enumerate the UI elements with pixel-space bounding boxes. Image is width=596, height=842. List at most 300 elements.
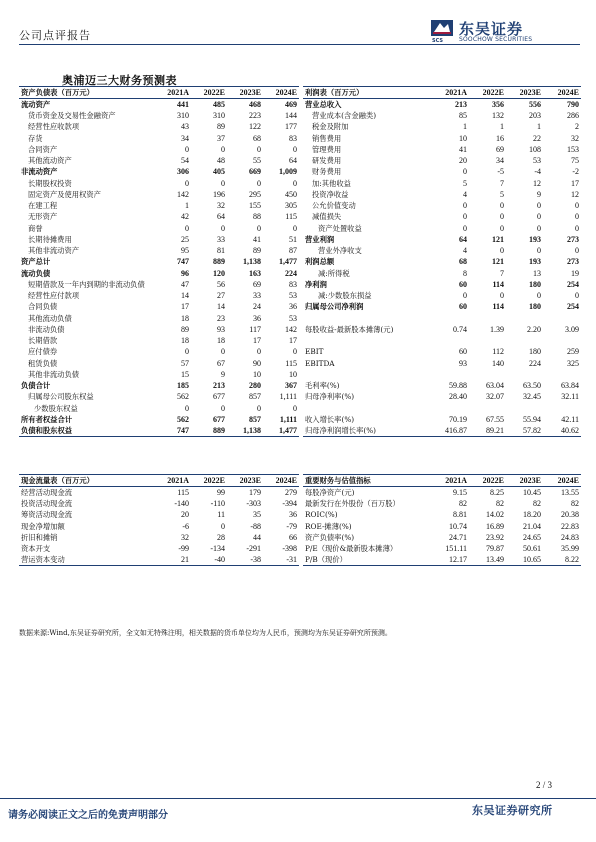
value-cell: 64 [217,212,225,222]
value-cell: 53 [533,156,541,166]
value-cell: 0 [537,291,541,301]
value-cell: 4 [463,246,467,256]
value-cell: 55 [253,156,261,166]
value-cell: 0 [463,201,467,211]
logo-cn-text: 东吴证券 [459,20,524,38]
row-label: 每股净资产(元) [305,488,355,497]
footer-divider [0,798,596,799]
value-cell: 112 [492,347,504,357]
value-cell: 0 [221,403,225,413]
value-cell: 8.25 [490,488,504,497]
row-label: EBIT [305,347,324,357]
value-cell: -2 [572,167,579,177]
value-cell: 89 [181,324,189,334]
value-cell: 21 [153,554,191,566]
table-row [303,425,581,437]
value-cell: 67.55 [486,414,504,424]
value-cell: 24.83 [561,532,579,542]
value-cell: 17 [181,302,189,312]
value-cell: 3.09 [565,324,579,334]
table-row [19,110,299,121]
table-row [19,498,299,509]
value-cell: -6 [182,521,189,531]
row-label: 财务费用 [312,167,342,177]
value-cell: 1,111 [279,414,297,424]
year-header-cell: 2022E [469,475,506,487]
value-cell: 0 [257,178,261,188]
value-cell: 108 [529,144,541,154]
value-cell: 63.50 [523,381,541,391]
value-cell: 0 [537,246,541,256]
value-cell: -303 [246,499,261,509]
table-row [303,279,581,290]
row-label: 资产负债率(%) [305,532,355,542]
value-cell: 47 [181,279,189,289]
value-cell: 9 [537,189,541,199]
value-cell: 35 [253,510,261,520]
table-row [19,324,299,335]
value-cell: 67 [217,358,225,368]
value-cell: 8.22 [543,554,581,566]
value-cell: 0 [500,223,504,233]
value-cell: 677 [213,414,225,424]
row-label: 长期借款 [28,336,58,346]
value-cell: 0 [257,403,261,413]
table-row [19,358,299,369]
value-cell: 54 [181,156,189,166]
row-label: 税金及附加 [312,122,349,132]
value-cell: 28 [217,532,225,542]
value-cell [506,335,543,346]
table-row [19,290,299,301]
year-header-cell: 2022E [469,87,506,99]
value-cell: 21.04 [523,521,541,531]
value-cell [431,403,469,414]
table-header-row [303,87,581,99]
row-label: 营业利润 [305,234,335,244]
value-cell: 180 [529,302,541,312]
year-header-cell: 2024E [263,475,299,487]
value-cell: 10.74 [449,521,467,531]
value-cell: -38 [227,554,263,566]
table-row [303,554,581,566]
value-cell: 0 [185,403,189,413]
value-cell: 790 [567,100,579,109]
value-cell: 85 [459,111,467,121]
table-row [19,369,299,380]
value-cell: -4 [534,167,541,177]
value-cell: 0 [293,403,297,413]
year-header-cell: 2024E [263,87,299,99]
value-cell: 180 [529,279,541,289]
table-row [303,509,581,520]
value-cell: 405 [213,167,225,177]
report-type-label: 公司点评报告 [19,29,91,42]
table-row [19,155,299,166]
value-cell: 1,111 [279,392,297,402]
year-header-cell: 2023E [506,87,543,99]
value-cell: 2 [575,122,579,132]
institute-name: 东吴证券研究所 [472,804,553,817]
value-cell: 13.55 [561,488,579,497]
value-cell [543,335,581,346]
value-cell: 20.38 [561,510,579,520]
value-cell: -40 [191,554,227,566]
value-cell: 14.02 [486,510,504,520]
value-cell: 163 [249,268,261,278]
value-cell: 89 [253,246,261,256]
value-cell [506,403,543,414]
value-cell: 42 [181,212,189,222]
value-cell: 213 [455,100,467,109]
value-cell: 0 [500,291,504,301]
row-label: P/B（现价） [303,554,431,566]
value-cell: 93 [459,358,467,368]
table-row [303,155,581,166]
value-cell: 468 [249,100,261,109]
row-label: 加:其他收益 [312,178,351,188]
table-row [19,380,299,391]
table-row [303,166,581,177]
row-label: 经营性应付款项 [28,291,80,301]
value-cell [431,335,469,346]
table-row [19,211,299,222]
value-cell: 17 [253,336,261,346]
value-cell: 0 [463,223,467,233]
row-label: 最新发行在外股份（百万股） [305,499,400,509]
value-cell: 224 [529,358,541,368]
value-cell: 0 [463,212,467,222]
value-cell: 305 [285,201,297,211]
value-cell: 0 [500,246,504,256]
table-title-cell: 现金流量表（百万元） [19,475,153,487]
disclaimer-notice: 请务必阅读正文之后的免责声明部分 [8,810,168,821]
value-cell: 279 [285,488,297,497]
value-cell: 24.65 [523,532,541,542]
value-cell: 18.20 [523,510,541,520]
value-cell: 310 [213,111,225,121]
value-cell: 34 [496,156,504,166]
value-cell: 36 [289,302,297,312]
value-cell: 1 [537,122,541,132]
row-label: 归母净利率(%) [305,392,355,402]
value-cell: 0 [293,223,297,233]
row-label: 投资净收益 [312,189,349,199]
value-cell: 325 [567,358,579,368]
value-cell: 60 [459,279,467,289]
value-cell: 193 [529,234,541,244]
table-row [303,414,581,425]
value-cell: 89 [217,122,225,132]
value-cell: 185 [177,381,189,391]
value-cell: 556 [529,100,541,109]
table-row [303,543,581,554]
table-row [303,223,581,234]
value-cell: 0 [463,291,467,301]
value-cell [506,369,543,380]
value-cell: 68 [459,257,467,267]
value-cell: 83 [289,133,297,143]
table-row [303,335,581,346]
row-label: 租赁负债 [28,358,58,368]
year-header-cell: 2021A [153,87,191,99]
value-cell: 669 [249,167,261,177]
value-cell [543,403,581,414]
row-label: 非流动负债 [28,324,65,334]
value-cell: 0 [537,223,541,233]
page-number: 2 / 3 [536,780,553,790]
value-cell: 747 [153,425,191,437]
value-cell: 99 [217,488,225,497]
row-label: 其他非流动资产 [28,246,80,256]
value-cell: 254 [567,279,579,289]
row-label: 合同资产 [28,144,58,154]
value-cell: 0 [257,223,261,233]
value-cell: 89.21 [469,425,506,437]
value-cell: 223 [249,111,261,121]
value-cell: -5 [497,167,504,177]
value-cell: -31 [263,554,299,566]
value-cell: 254 [567,302,579,312]
value-cell: 16 [496,133,504,143]
row-label: 减:所得税 [318,268,350,278]
year-header-cell: 2021A [431,475,469,487]
table-row [303,487,581,499]
value-cell: -398 [282,544,297,554]
row-label: EBITDA [305,358,335,368]
row-label: 现金净增加额 [21,521,65,531]
table-row [303,290,581,301]
value-cell: 562 [177,392,189,402]
row-label: ROE-摊薄(%) [305,521,352,531]
value-cell: 0 [537,201,541,211]
value-cell: 747 [177,257,189,267]
value-cell: 32.11 [561,392,579,402]
row-label: 无形资产 [28,212,58,222]
value-cell: 7 [500,178,504,188]
value-cell: 10 [459,133,467,143]
value-cell: 1,477 [279,257,297,267]
value-cell: 0 [500,201,504,211]
row-label: 负债合计 [21,381,51,391]
value-cell: 306 [177,167,189,177]
table-row [19,532,299,543]
value-cell: 196 [213,189,225,199]
table-row [303,521,581,532]
table-header-row [19,87,299,99]
row-label: 流动资产 [21,100,51,109]
value-cell: 20 [459,156,467,166]
year-header-cell: 2023E [506,475,543,487]
value-cell: 0 [257,347,261,357]
value-cell: 14 [181,291,189,301]
table-row [19,403,299,414]
value-cell: 36 [253,313,261,323]
row-label [303,403,431,414]
row-label: 负债和股东权益 [19,425,153,437]
value-cell: 2.20 [527,324,541,334]
row-label: 应付债券 [28,347,58,357]
table-row [303,189,581,200]
value-cell [469,313,506,324]
table-header-row [303,475,581,487]
value-cell: 857 [249,414,261,424]
value-cell: 0 [293,347,297,357]
value-cell: 82 [571,499,579,509]
table-row [303,245,581,256]
value-cell: 280 [249,381,261,391]
value-cell: 0 [293,144,297,154]
row-label: 营业成本(含金融类) [312,111,377,121]
value-cell: 0 [537,212,541,222]
value-cell [431,369,469,380]
value-cell: 310 [177,111,189,121]
row-label: 收入增长率(%) [305,414,355,424]
value-cell: 23.92 [486,532,504,542]
value-cell: 24.71 [449,532,467,542]
table-row [303,403,581,414]
value-cell: 677 [213,392,225,402]
value-cell: 59.88 [449,381,467,391]
year-header-cell: 2024E [543,87,581,99]
value-cell: 64 [289,156,297,166]
value-cell: 1.39 [490,324,504,334]
value-cell: -88 [250,521,261,531]
row-label [303,313,431,324]
value-cell: 1,009 [279,167,297,177]
value-cell: 55.94 [523,414,541,424]
row-label: 每股收益-最新股本摊薄(元) [305,324,394,334]
table-row [303,391,581,402]
value-cell [469,403,506,414]
table-row [19,166,299,177]
row-label: 营业外净收支 [318,246,362,256]
value-cell: 82 [533,499,541,509]
value-cell: 0 [221,347,225,357]
year-header-cell: 2023E [227,87,263,99]
value-cell: 32 [217,201,225,211]
value-cell: 115 [177,488,189,497]
value-cell: 33 [253,291,261,301]
value-cell: -110 [210,499,225,509]
value-cell: 0.74 [453,324,467,334]
value-cell: 114 [492,279,504,289]
table-row [19,99,299,111]
cashflow-table [19,474,299,566]
income-statement-table [303,86,581,437]
row-label: 资本开支 [21,544,51,554]
value-cell: 17 [571,178,579,188]
value-cell: 93 [217,324,225,334]
value-cell: 416.87 [431,425,469,437]
value-cell: 69 [253,279,261,289]
value-cell: 469 [285,100,297,109]
table-row [303,358,581,369]
year-header-cell: 2022E [191,475,227,487]
row-label: 减值损失 [312,212,342,222]
value-cell [469,335,506,346]
value-cell: 10 [253,369,261,379]
value-cell: 273 [567,257,579,267]
table-row [19,335,299,346]
logo-short: SCS [432,38,443,44]
row-label: 经营活动现金流 [21,488,73,497]
row-label: 投资活动现金流 [21,499,73,509]
value-cell: 177 [285,122,297,132]
value-cell: 57.82 [506,425,543,437]
value-cell: 122 [249,122,261,132]
balance-sheet-table [19,86,299,437]
row-label: 长期股权投资 [28,178,72,188]
value-cell: 41 [459,144,467,154]
value-cell: 53 [289,291,297,301]
table-row [303,532,581,543]
value-cell: 0 [575,201,579,211]
table-row [19,346,299,357]
valuation-table [303,474,581,566]
table-row [303,144,581,155]
row-label: 研发费用 [312,156,342,166]
value-cell: -394 [282,499,297,509]
row-label: 短期借款及一年内到期的非流动负债 [28,279,145,289]
value-cell [543,369,581,380]
row-label: 固定资产及使用权资产 [28,189,101,199]
value-cell: 179 [249,488,261,497]
row-label: 营运资本变动 [19,554,153,566]
value-cell: -79 [286,521,297,531]
value-cell: 115 [285,358,297,368]
value-cell: 155 [249,201,261,211]
row-label: 归属母公司净利润 [305,302,364,312]
value-cell: 18 [217,336,225,346]
year-header-cell: 2024E [543,475,581,487]
value-cell: 367 [285,381,297,391]
value-cell: 68 [253,133,261,143]
company-logo [431,20,581,44]
table-row [303,178,581,189]
value-cell: 441 [177,100,189,109]
value-cell: 213 [213,381,225,391]
value-cell: 32 [181,532,189,542]
value-cell: 82 [496,499,504,509]
value-cell: 81 [217,246,225,256]
value-cell: -140 [174,499,189,509]
value-cell: 11 [217,510,225,520]
value-cell: 224 [285,268,297,278]
value-cell: 117 [249,324,261,334]
value-cell: 48 [217,156,225,166]
value-cell: 10.45 [523,488,541,497]
value-cell: 0 [575,246,579,256]
value-cell: 562 [177,414,189,424]
value-cell: 23 [217,313,225,323]
row-label: 公允价值变动 [312,201,356,211]
table-row [303,380,581,391]
value-cell: 140 [492,358,504,368]
value-cell: 889 [191,425,227,437]
row-label: 商誉 [28,223,43,233]
value-cell: 1 [463,122,467,132]
value-cell: 193 [529,257,541,267]
value-cell: 35.99 [561,544,579,554]
value-cell: 0 [185,223,189,233]
value-cell: 28.40 [449,392,467,402]
table-row [303,498,581,509]
table-row [303,211,581,222]
value-cell: 66 [289,532,297,542]
row-label: 销售费用 [312,133,342,143]
value-cell: 273 [567,234,579,244]
